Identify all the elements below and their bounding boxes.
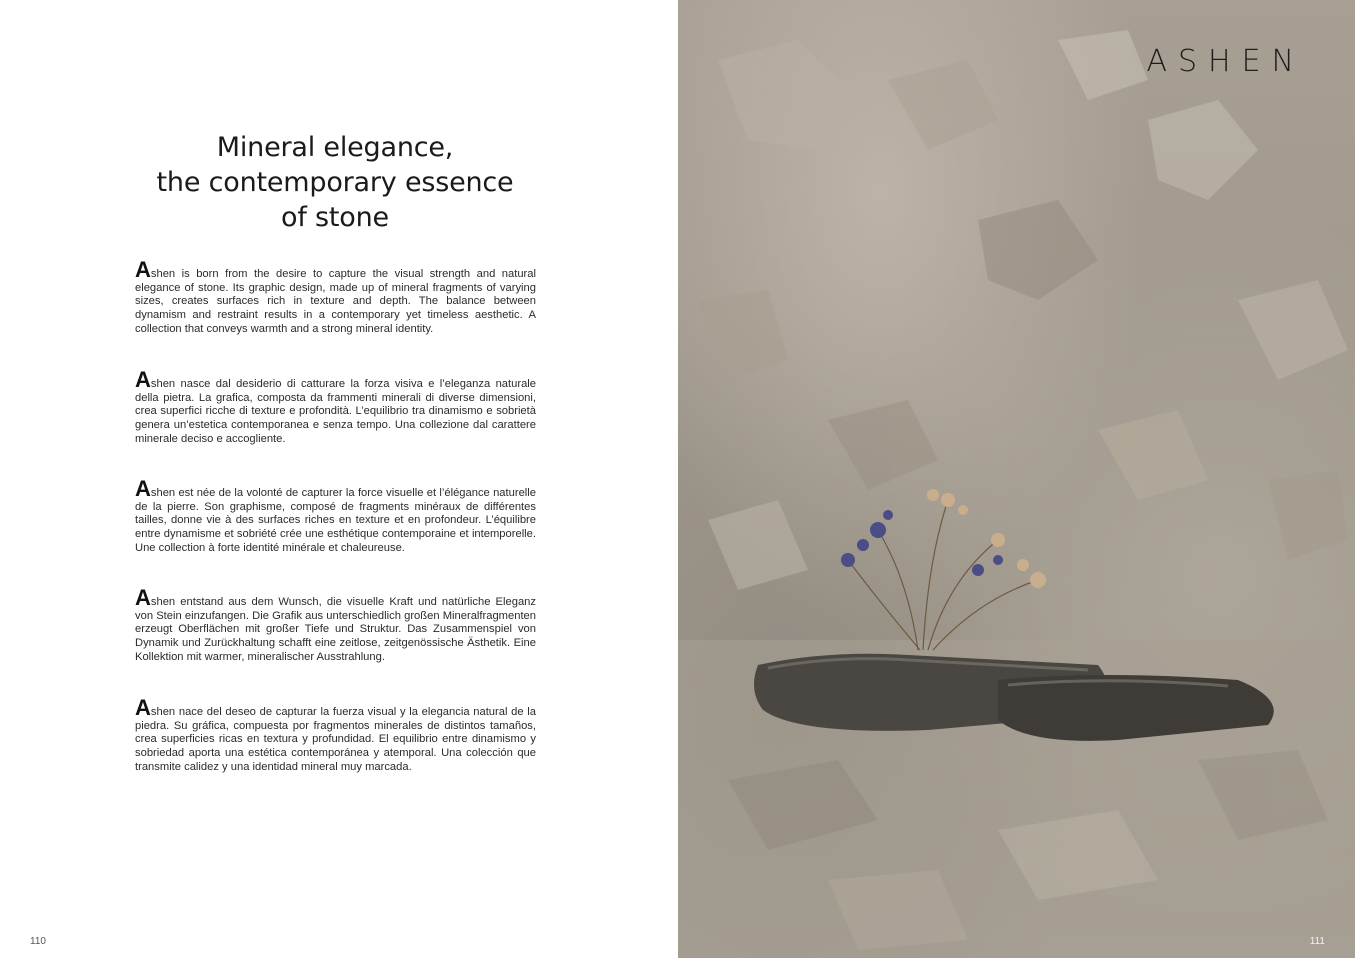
brand-logo: ASHEN xyxy=(1146,44,1305,79)
paragraph-text: shen is born from the desire to capture the visual strength and natural elegance of stone. Its graphic design, made up of mineral fragments of varying sizes, creates surfaces rich in texture and depth. The balance between dynamism and restraint results in a contemporary yet timeless aesthetic. A collection that conveys warmth and a strong mineral identity. xyxy=(135,268,536,335)
drop-cap: A xyxy=(135,367,151,392)
paragraph-text: shen entstand aus dem Wunsch, die visuelle Kraft und natürliche Eleganz von Stein einzufangen. Die Grafik aus unterschiedlich großen Mineralfragmenten erzeugt Oberflächen mit großer Tiefe und Struktur. Das Zusammenspiel von Dynamik und Zurückhaltung schafft eine zeitlose, zeitgenössische Ästhetik. Eine Kollektion mit warmer, mineralischer Ausstrahlung. xyxy=(135,596,536,663)
stone-photo xyxy=(678,0,1355,958)
paragraph-text: shen est née de la volonté de capturer la force visuelle et l’élégance naturelle de la pierre. Son graphisme, composé de fragments minéraux de différentes tailles, donne vie à des surfaces riches en texture et en profondeur. L’équilibre entre dynamisme et sobriété crée une esthétique contemporaine et intemporelle. Une collection à forte identité minérale et chaleureuse. xyxy=(135,487,536,554)
drop-cap: A xyxy=(135,476,151,501)
paragraph-text: shen nace del deseo de capturar la fuerza visual y la elegancia natural de la piedra. Su gráfica, compuesta por fragmentos minerales de distintos tamaños, crea superficies ricas en textura y profundidad. El equilibrio entre dinamismo y sobriedad aporta una estética contemporánea y atemporal. Una colección que transmite calidez y una identidad mineral muy marcada. xyxy=(135,706,536,773)
page-number-right: 111 xyxy=(1309,936,1325,947)
stone-photo-illustration xyxy=(678,0,1355,958)
paragraph-french xyxy=(135,476,536,556)
title-line-1: Mineral elegance, xyxy=(216,132,454,163)
title-line-3: of stone xyxy=(281,202,389,233)
paragraph-text: shen nasce dal desiderio di catturare la forza visiva e l’eleganza naturale della pietra. La grafica, composta da frammenti minerali di diverse dimensioni, crea superfici ricche di texture e profondità. L’equilibrio tra dinamismo e sobrietà genera un’estetica contemporanea e senza tempo. Una collezione dal carattere minerale deciso e accogliente. xyxy=(135,378,536,445)
drop-cap: A xyxy=(135,257,151,282)
page-number-left: 110 xyxy=(30,936,46,947)
page-title xyxy=(100,130,570,235)
paragraph-italian xyxy=(135,367,536,447)
title-line-2: the contemporary essence xyxy=(156,167,514,198)
drop-cap: A xyxy=(135,585,151,610)
drop-cap: A xyxy=(135,695,151,720)
paragraph-english xyxy=(135,257,536,337)
paragraph-spanish xyxy=(135,695,536,775)
paragraph-german xyxy=(135,585,536,665)
